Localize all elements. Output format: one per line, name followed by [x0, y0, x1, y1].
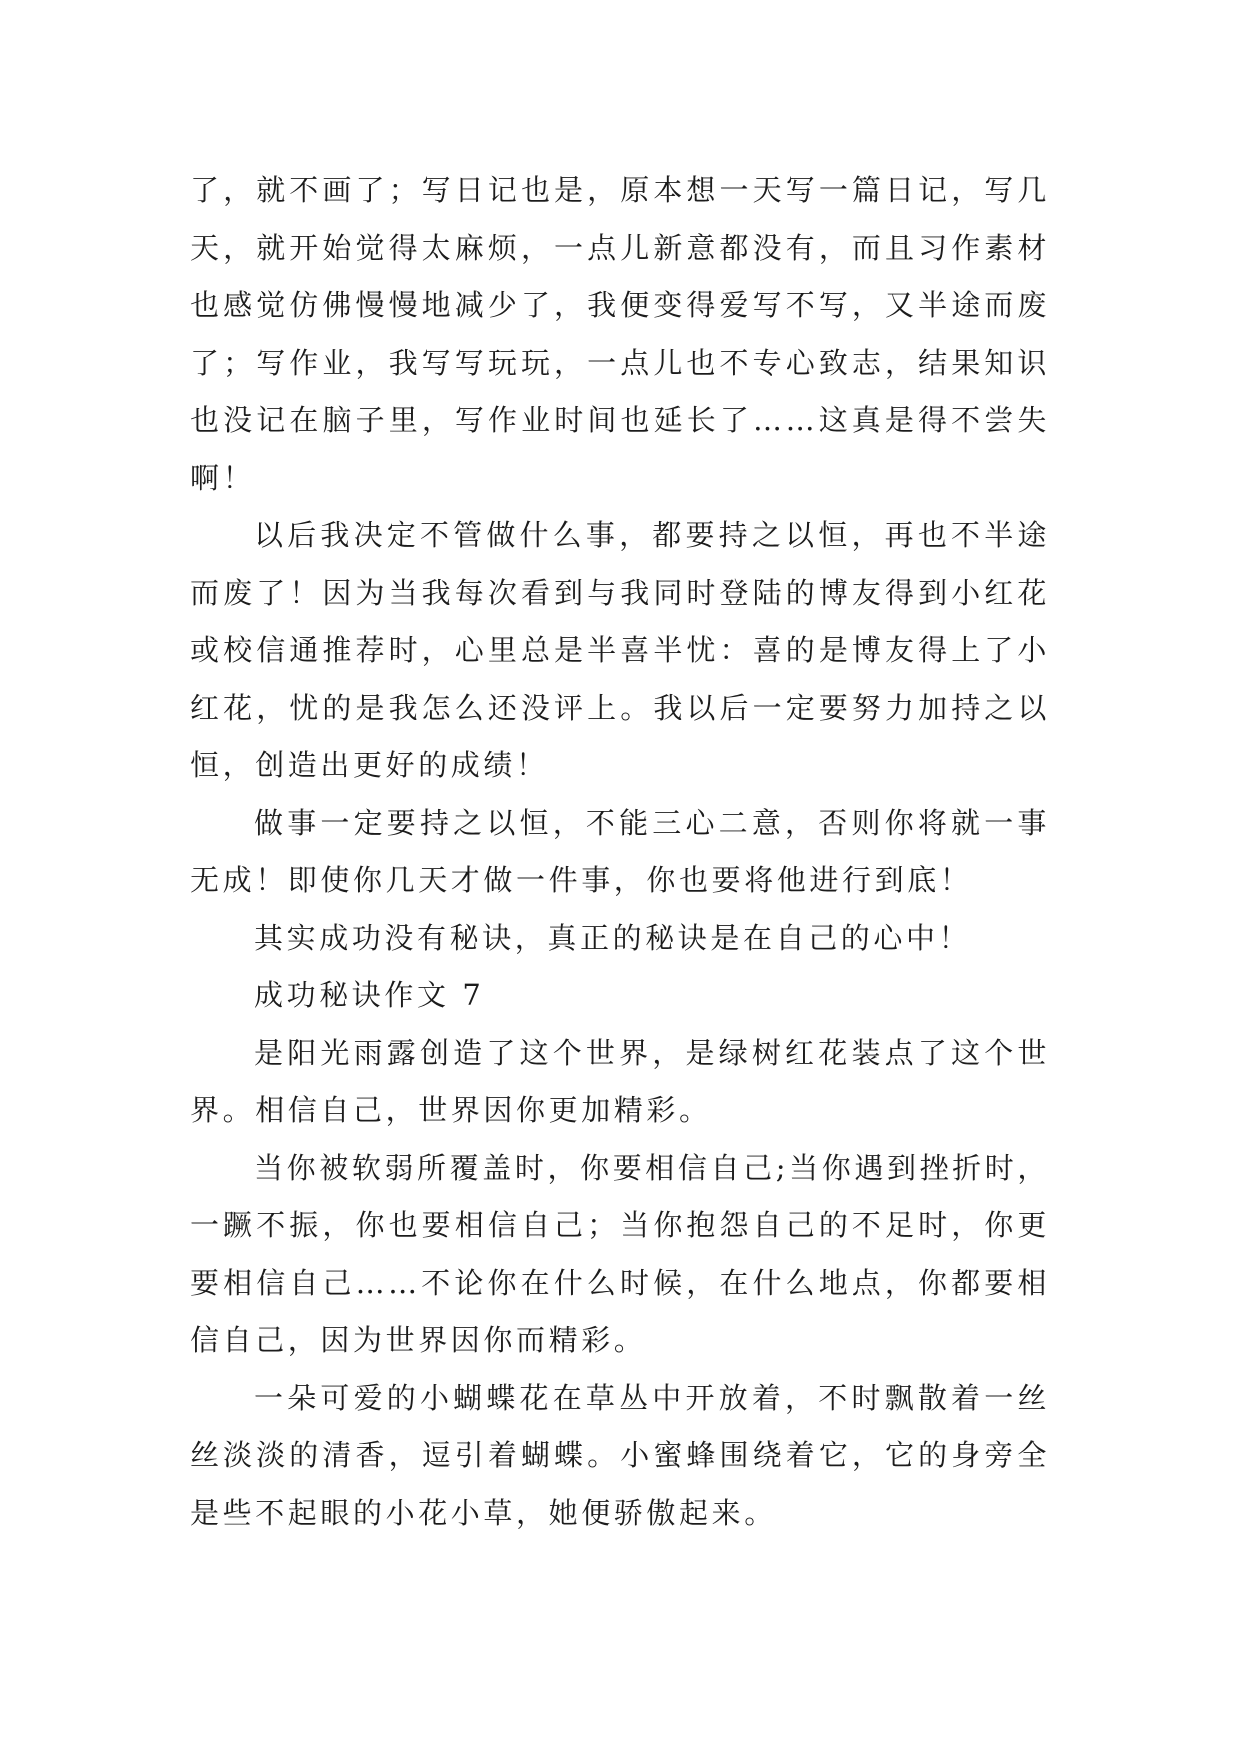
paragraph-6: 当你被软弱所覆盖时，你要相信自己;当你遇到挫折时，一蹶不振，你也要相信自己；当你抱怨自己的不足时，你更要相信自己……不论你在什么时候，在什么地点，你都要相信自己，因为世界因你而精彩。 — [190, 1150, 1050, 1357]
paragraph-5: 是阳光雨露创造了这个世界，是绿树红花装点了这个世界。相信自己，世界因你更加精彩。 — [190, 1035, 1050, 1127]
paragraph-3: 做事一定要持之以恒，不能三心二意，否则你将就一事无成！即使你几天才做一件事，你也要将他进行到底！ — [190, 805, 1050, 897]
paragraph-4: 其实成功没有秘诀，真正的秘诀是在自己的心中！ — [254, 920, 972, 955]
paragraph-7: 一朵可爱的小蝴蝶花在草丛中开放着，不时飘散着一丝丝淡淡的清香，逗引着蝴蝶。小蜜蜂围绕着它，它的身旁全是些不起眼的小花小草，她便骄傲起来。 — [190, 1380, 1050, 1530]
section-heading: 成功秘诀作文 7 — [254, 978, 485, 1012]
paragraph-1: 了，就不画了；写日记也是，原本想一天写一篇日记，写几天，就开始觉得太麻烦，一点儿新意都没有，而且习作素材也感觉仿佛慢慢地减少了，我便变得爱写不写，又半途而废了；写作业，我写写玩玩，一点儿也不专心致志，结果知识也没记在脑子里，写作业时间也延长了……这真是得不尝失啊！ — [190, 173, 1050, 495]
paragraph-2: 以后我决定不管做什么事，都要持之以恒，再也不半途而废了！因为当我每次看到与我同时登陆的博友得到小红花或校信通推荐时，心里总是半喜半忧：喜的是博友得上了小红花，忧的是我怎么还没评上。我以后一定要努力加持之以恒，创造出更好的成绩！ — [190, 518, 1050, 782]
document-body — [190, 162, 1050, 1542]
